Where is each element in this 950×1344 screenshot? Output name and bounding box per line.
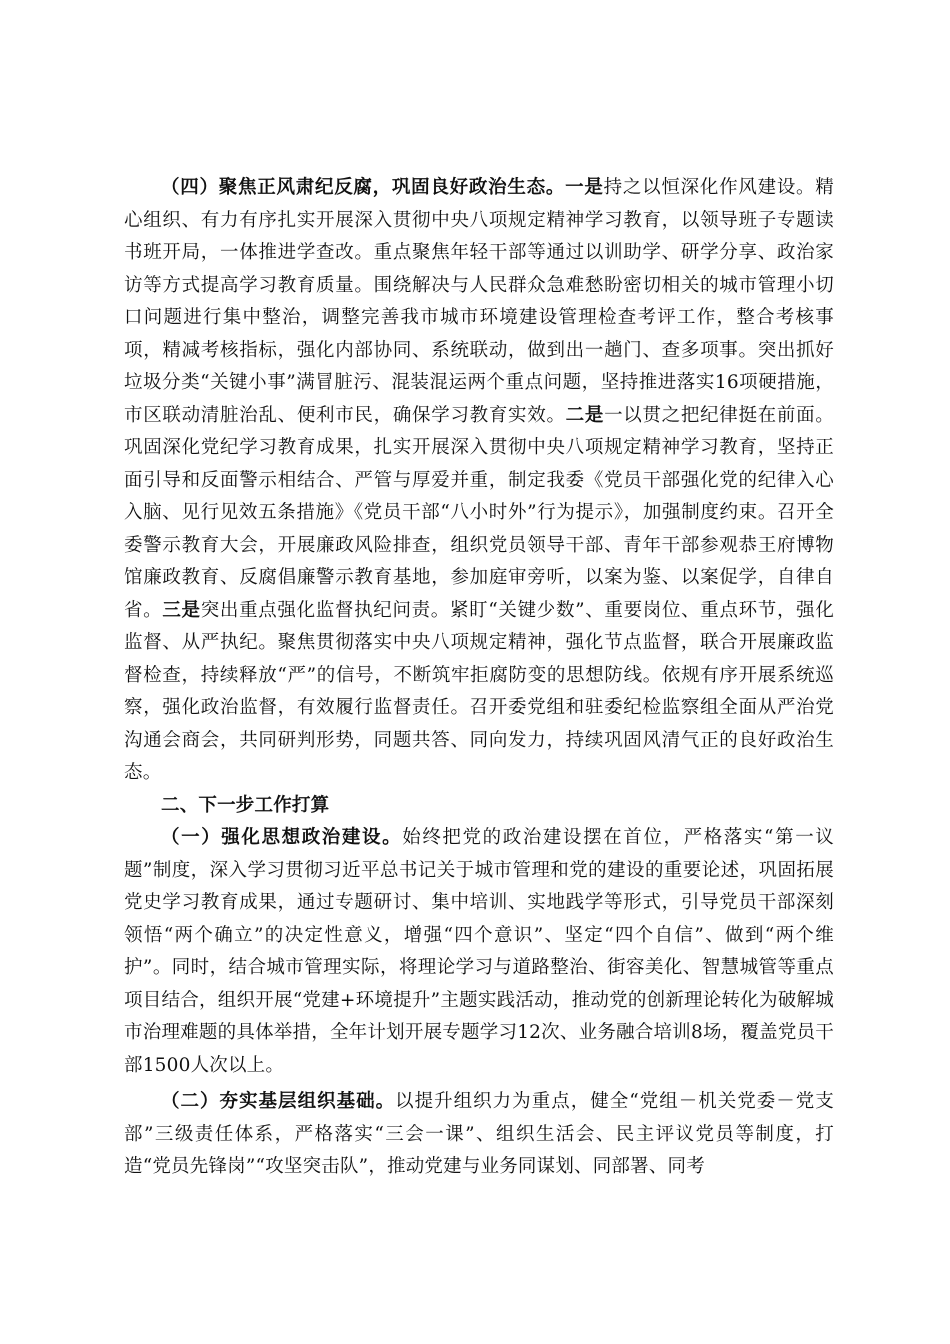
subsection-title: （四）聚焦正风肃纪反腐，巩固良好政治生态。: [161, 177, 566, 198]
subsection-title: （一）强化思想政治建设。: [161, 827, 403, 848]
section-heading-text: 二、下一步工作打算: [161, 794, 330, 816]
section-heading-next-steps: [124, 790, 834, 823]
paragraph-body: 以提升组织力为重点，健全“党组－机关党委－党支部”三级责任体系，严格落实“三会一课”、组织生活会、民主评议党员等制度，打造“党员先锋岗”“攻坚突击队”，推动党建与业务同谋划、同部署、同考: [124, 1091, 834, 1177]
point-three-marker: 三是: [162, 599, 201, 621]
document-page: [124, 172, 834, 1184]
point-three-text: 突出重点强化监督执纪问责。紧盯“关键少数”、重要岗位、重点环节，强化监督、从严执纪。聚焦贯彻落实中央八项规定精神，强化节点监督，联合开展廉政监督检查，持续释放“严”的信号，不断筑牢拒腐防变的思想防线。依规有序开展系统巡察，强化政治监督，有效履行监督责任。召开委党组和驻委纪检监察组全面从严治党沟通会商会，共同研判形势，同题共答、同向发力，持续巩固风清气正的良好政治生态。: [124, 599, 835, 783]
paragraph-one-ideology: [124, 822, 834, 1082]
point-one-text: 持之以恒深化作风建设。精心组织、有力有序扎实开展深入贯彻中央八项规定精神学习教育，以领导班子专题读书班开局，一体推进学查改。重点聚焦年轻干部等通过以训助学、研学分享、政治家访等方式提高学习教育质量。围绕解决与人民群众急难愁盼密切相关的城市管理小切口问题进行集中整治，调整完善我市城市环境建设管理检查考评工作，整合考核事项，精减考核指标，强化内部协同、系统联动，做到出一趟门、查多项事。突出抓好垃圾分类“关键小事”满冒脏污、混装混运两个重点问题，坚持推进落实16项硬措施，市区联动清脏治乱、便利市民，确保学习教育实效。: [124, 177, 835, 426]
subsection-title: （二）夯实基层组织基础。: [161, 1091, 396, 1112]
paragraph-two-organization: [124, 1086, 834, 1184]
point-one-marker: 一是: [565, 177, 604, 198]
paragraph-body: 始终把党的政治建设摆在首位，严格落实“第一议题”制度，深入学习贯彻习近平总书记关于城市管理和党的建设的重要论述，巩固拓展党史学习教育成果，通过专题研讨、集中培训、实地践学等形式，引导党员干部深刻领悟“两个确立”的决定性意义，增强“四个意识”、坚定“四个自信”、做到“两个维护”。同时，结合城市管理实际，将理论学习与道路整治、街容美化、智慧城管等重点项目结合，组织开展“党建+环境提升”主题实践活动，推动党的创新理论转化为破解城市治理难题的具体举措，全年计划开展专题学习12次、业务融合培训8场，覆盖党员干部1500人次以上。: [124, 827, 834, 1076]
point-two-marker: 二是: [565, 404, 605, 426]
point-two-text: 一以贯之把纪律挺在前面。巩固深化党纪学习教育成果，扎实开展深入贯彻中央八项规定精神学习教育，坚持正面引导和反面警示相结合、严管与厚爱并重，制定我委《党员干部强化党的纪律入心入脑、见行见效五条措施》《党员干部“八小时外”行为提示》，加强制度约束。召开全委警示教育大会，开展廉政风险排查，组织党员领导干部、青年干部参观恭王府博物馆廉政教育、反腐倡廉警示教育基地，参加庭审旁听，以案为鉴、以案促学，自律自省。: [124, 404, 834, 621]
paragraph-four-integrity: [124, 172, 834, 790]
